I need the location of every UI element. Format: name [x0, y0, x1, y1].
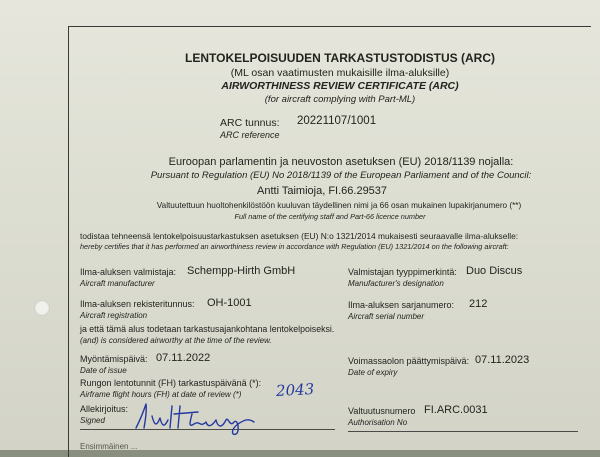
hours-handwritten-value: 2043 — [275, 380, 315, 400]
serial-label-fi: Ilma-aluksen sarjanumero: — [348, 300, 455, 310]
issue-label-fi: Myöntämispäivä: — [80, 354, 148, 364]
expiry-label-en: Date of expiry — [348, 368, 398, 377]
handwritten-signature — [130, 398, 270, 436]
statement-fi: todistaa tehneensä lentokelpoisuustarkastuksen asetuksen (EU) N:o 1321/2014 mukaisesti seuraavalle ilma-alukselle: — [80, 231, 519, 241]
arc-reference-value: 20221107/1001 — [297, 115, 377, 127]
subtitle-fi: (ML osan vaatimusten mukaisille ilma-aluksille) — [230, 67, 450, 79]
footer-cut-text: Ensimmäinen ... — [80, 442, 138, 451]
authorisation-value: FI.ARC.0031 — [424, 404, 488, 416]
signature-label-fi: Allekirjoitus: — [80, 404, 129, 414]
designation-label-fi: Valmistajan tyyppimerkintä: — [348, 267, 457, 277]
punch-hole — [34, 300, 50, 316]
signature-label-en: Signed — [80, 416, 105, 425]
issue-label-en: Date of issue — [80, 366, 127, 375]
authorisation-line — [348, 431, 578, 432]
hours-label-en: Airframe flight hours (FH) at date of review (*) — [80, 390, 242, 399]
issue-date-value: 07.11.2022 — [156, 352, 211, 364]
registration-label-fi: Ilma-aluksen rekisteritunnus: — [80, 299, 195, 309]
subtitle-en: (for aircraft complying with Part-ML) — [264, 94, 416, 105]
serial-value: 212 — [469, 298, 488, 310]
airworthy-en: (and) is considered airworthy at the time of the review. — [80, 336, 272, 345]
authorisation-label-en: Authorisation No — [348, 418, 408, 427]
designation-value: Duo Discus — [466, 265, 523, 277]
title-en: AIRWORTHINESS REVIEW CERTIFICATE (ARC) — [221, 80, 459, 92]
title-fi: LENTOKELPOISUUDEN TARKASTUSTODISTUS (ARC) — [184, 51, 496, 65]
manufacturer-value: Schempp-Hirth GmbH — [187, 265, 296, 277]
registration-value: OH-1001 — [207, 297, 252, 309]
arc-reference-label-fi: ARC tunnus: — [220, 117, 280, 129]
serial-label-en: Aircraft serial number — [348, 312, 425, 321]
certifier-label-fi: Valtuutettuun huoltohenkilöstöön kuuluvan täydellinen nimi ja 66 osan mukainen lupakirjanumero (**) — [156, 201, 522, 210]
manufacturer-label-en: Aircraft manufacturer — [80, 279, 155, 288]
expiry-label-fi: Voimassaolon päättymispäivä: — [348, 356, 470, 366]
statement-en: hereby certifies that it has performed an airworthiness review in accordance with Regulation (EU) 1321/2014 on the following aircraft: — [80, 242, 509, 251]
registration-label-en: Aircraft registration — [80, 311, 148, 320]
designation-label-en: Manufacturer's designation — [348, 279, 444, 288]
manufacturer-label-fi: Ilma-aluksen valmistaja: — [80, 267, 177, 277]
regulation-fi: Euroopan parlamentin ja neuvoston asetuksen (EU) 2018/1139 nojalla: — [168, 156, 514, 168]
airworthy-fi: ja että tämä alus todetaan tarkastusajankohtana lentokelpoiseksi. — [80, 324, 335, 334]
authorisation-label-fi: Valtuutusnumero — [348, 406, 416, 416]
hours-label-fi: Rungon lentotunnit (FH) tarkastuspäivänä (*): — [80, 378, 262, 388]
expiry-date-value: 07.11.2023 — [475, 354, 530, 366]
certifier-name: Antti Taimioja, FI.66.29537 — [257, 185, 388, 197]
arc-reference-label-en: ARC reference — [220, 130, 280, 140]
certifier-label-en: Full name of the certifying staff and Part-66 licence number — [234, 212, 426, 221]
regulation-en: Pursuant to Regulation (EU) No 2018/1139 of the European Parliament and of the Council: — [150, 170, 532, 181]
